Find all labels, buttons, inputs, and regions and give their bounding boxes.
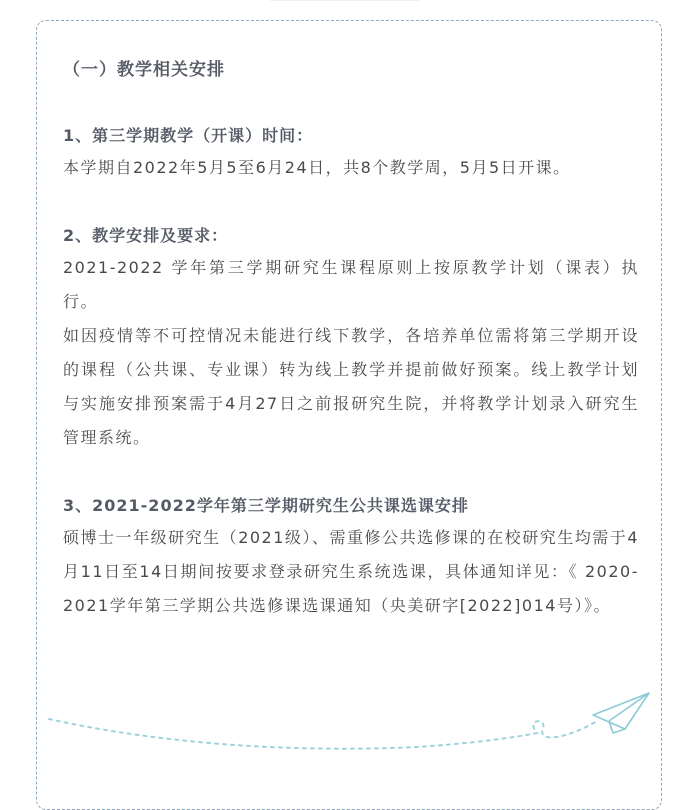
item-paragraph: 本学期自2022年5月5至6月24日，共8个教学周，5月5日开课。 <box>63 158 571 177</box>
item-opening-time <box>63 121 639 185</box>
item-paragraph: 硕博士一年级研究生（2021级）、需重修公共选修课的在校研究生均需于4月11日至14日期间按要求登录研究生系统选课，具体通知详见：《 2020-2021学年第三学期公共选修课选课通知（央美研字[2022]014号）》。 <box>63 528 639 615</box>
paper-plane-decoration <box>37 681 663 761</box>
flight-trail <box>49 719 597 749</box>
content-card <box>36 20 662 810</box>
item-course-selection <box>63 491 639 623</box>
item-paragraph: 2021-2022 学年第三学期研究生课程原则上按原教学计划（课表）执行。 <box>63 258 639 311</box>
item-paragraph: 如因疫情等不可控情况未能进行线下教学，各培养单位需将第三学期开设的课程（公共课、专业课）转为线上教学并提前做好预案。线上教学计划与实施安排预案需于4月27日之前报研究生院，并将教学计划录入研究生管理系统。 <box>63 326 639 447</box>
top-divider <box>270 0 420 1</box>
item-title: 1、第三学期教学（开课）时间： <box>63 126 314 145</box>
item-title: 2、教学安排及要求： <box>63 226 229 245</box>
paper-plane-icon <box>593 693 649 733</box>
item-teaching-requirements <box>63 221 639 455</box>
section-title: （一）教学相关安排 <box>63 60 225 80</box>
item-title: 3、2021-2022学年第三学期研究生公共课选课安排 <box>63 496 469 515</box>
content-body <box>63 51 639 623</box>
